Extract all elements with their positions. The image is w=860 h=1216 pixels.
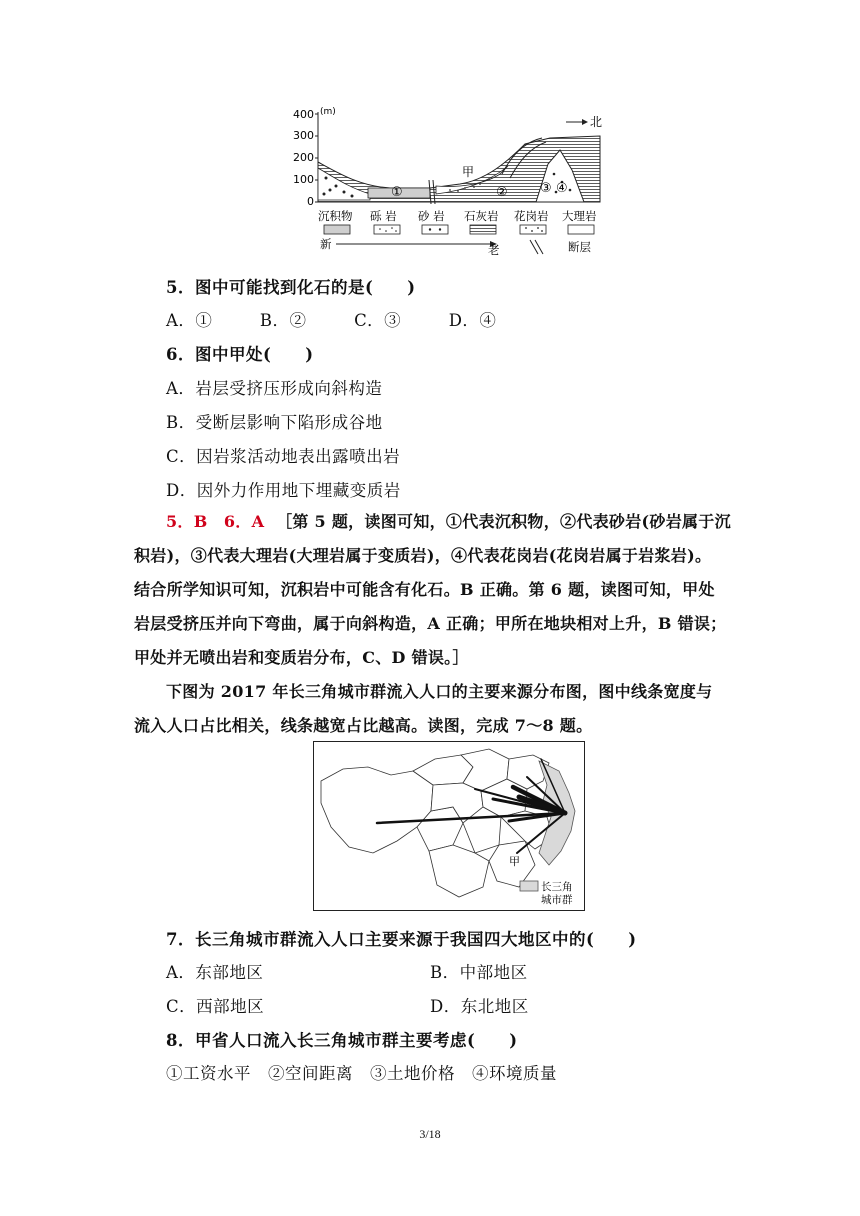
y-tick: 200 <box>293 151 314 164</box>
svg-text:沉积物: 沉积物 <box>318 209 353 223</box>
svg-text:砂 岩: 砂 岩 <box>418 209 445 223</box>
svg-text:石灰岩: 石灰岩 <box>464 209 499 223</box>
y-tick: 300 <box>293 129 314 142</box>
migration-map-figure <box>313 741 585 911</box>
north-arrow <box>566 115 602 129</box>
q6-option-a: A．岩层受挤压形成向斜构造 <box>166 379 383 398</box>
answer-explanation: 5．B 6．A ［第 5 题，读图可知，①代表沉积物，②代表砂岩(砂岩属于沉 积岩)，③代表大理岩(大理岩属于变质岩)，④代表花岗岩(花岗岩属于岩浆岩)。 结合所学知识可知，沉积岩中可能含有化石。B 正确。第 6 题，读图可知，甲处 岩层受挤压并向下弯曲，属于向斜构造，A 正确；甲所在地块相对上升，B 错误； 甲处并无喷出岩和变质岩分布，C、D 错误。］ <box>134 512 731 667</box>
answer-key: 5．B 6．A <box>166 512 265 531</box>
q5-stem: 5．图中可能找到化石的是( ) <box>166 278 416 297</box>
q5-option-b: B．② <box>259 311 307 330</box>
svg-text:花岗岩: 花岗岩 <box>514 209 549 223</box>
legend-old: 老 <box>488 243 500 256</box>
fault-symbol <box>530 240 543 254</box>
label-jia: 甲 <box>462 165 475 179</box>
marker-2: ② <box>496 185 508 200</box>
marker-1: ① <box>391 185 403 200</box>
legend-line2: 城市群 <box>541 894 573 906</box>
legend-new: 新 <box>320 237 332 251</box>
legend-line1: 长三角 <box>541 881 573 893</box>
legend-swatch <box>520 881 538 891</box>
y-tick: 100 <box>293 173 314 186</box>
marker-3: ③ <box>540 181 552 196</box>
q7-option-c: C．西部地区 <box>166 997 265 1016</box>
q7-option-b: B．中部地区 <box>430 963 528 982</box>
svg-text:北: 北 <box>590 115 603 129</box>
q5-option-a: A．① <box>166 311 213 330</box>
q6-stem: 6．图中甲处( ) <box>166 345 314 364</box>
figure2-intro: 下图为 2017 年长三角城市群流入人口的主要来源分布图，图中线条宽度与 流入人口占比相关，线条越宽占比越高。读图，完成 7～8 题。 <box>134 682 713 735</box>
q6-option-b: B．受断层影响下陷形成谷地 <box>166 413 383 432</box>
q6-option-d: D．因外力作用地下埋藏变质岩 <box>166 481 401 500</box>
y-tick: 0 <box>307 195 314 208</box>
svg-text:大理岩: 大理岩 <box>562 209 597 223</box>
legend-fault: 断层 <box>568 240 591 254</box>
page-number: 3/18 <box>419 1127 441 1141</box>
q8-stem: 8．甲省人口流入长三角城市群主要考虑( ) <box>166 1031 518 1050</box>
y-unit: (m) <box>320 107 336 117</box>
q6-option-c: C．因岩浆活动地表出露喷出岩 <box>166 447 401 466</box>
q5-options-row <box>166 307 496 331</box>
svg-text:砾 岩: 砾 岩 <box>370 209 397 223</box>
y-tick: 400 <box>293 108 314 121</box>
geologic-cross-section-figure <box>280 104 610 256</box>
q7-stem: 7．长三角城市群流入人口主要来源于我国四大地区中的( ) <box>166 930 637 949</box>
q7-option-a: A．东部地区 <box>166 963 264 982</box>
map-label-jia: 甲 <box>509 855 520 868</box>
q8-options: ①工资水平 ②空间距离 ③土地价格 ④环境质量 <box>166 1064 557 1083</box>
q5-option-c: C．③ <box>354 311 402 330</box>
q7-option-d: D．东北地区 <box>430 997 529 1016</box>
q5-option-d: D．④ <box>448 311 497 330</box>
marker-4: ④ <box>556 181 568 196</box>
figure1-legend <box>318 209 597 223</box>
